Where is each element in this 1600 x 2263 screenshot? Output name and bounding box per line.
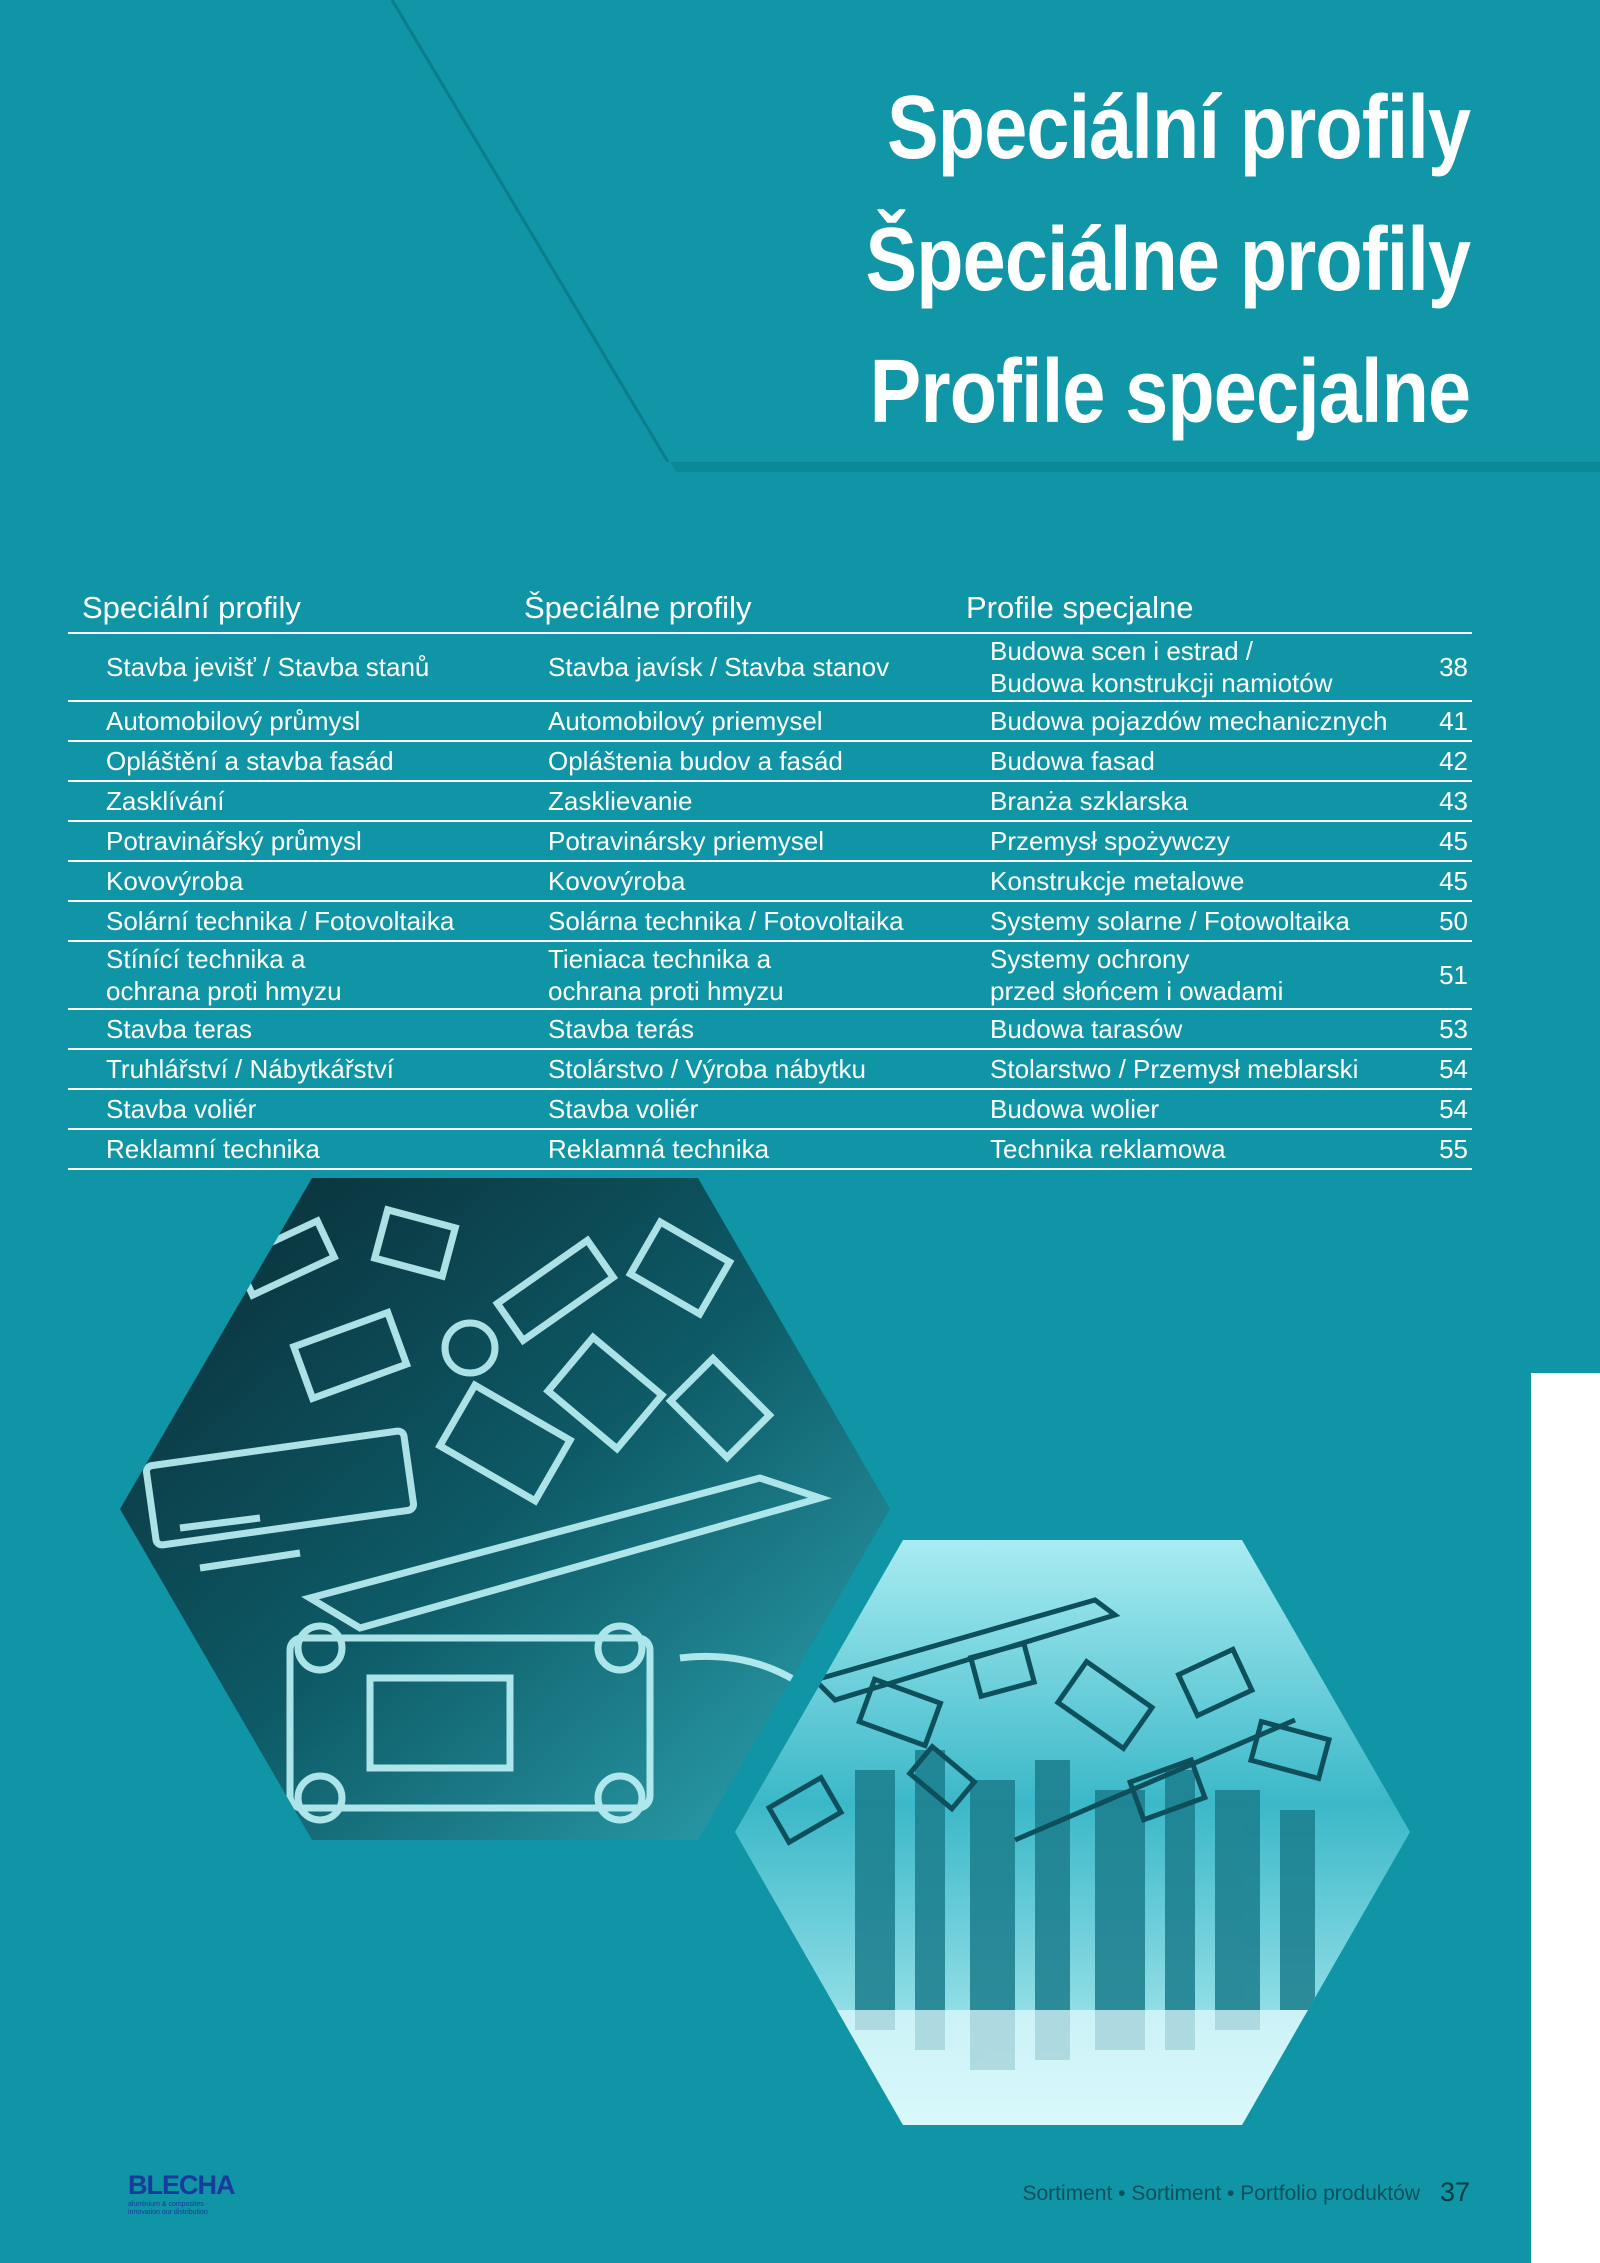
cell-page: 54 — [1394, 1089, 1472, 1129]
page-titles — [767, 62, 1470, 458]
cell-polish: Budowa fasad — [952, 741, 1394, 781]
table-row — [68, 821, 1472, 861]
cell-czech: Truhlářství / Nábytkářství — [68, 1049, 510, 1089]
title-polish: Profile specjalne — [869, 342, 1470, 442]
cell-polish: Budowa wolier — [952, 1089, 1394, 1129]
table-row — [68, 1129, 1472, 1169]
cell-czech: Opláštění a stavba fasád — [68, 741, 510, 781]
cell-polish: Stolarstwo / Przemysł meblarski — [952, 1049, 1394, 1089]
page-edge-strip — [1531, 1373, 1600, 2263]
cell-page: 42 — [1394, 741, 1472, 781]
cell-czech: Kovovýroba — [68, 861, 510, 901]
cell-czech: Zasklívání — [68, 781, 510, 821]
cell-czech: Reklamní technika — [68, 1129, 510, 1169]
cell-czech: Stavba jevišť / Stavba stanů — [68, 633, 510, 701]
table-row — [68, 701, 1472, 741]
table-row — [68, 1089, 1472, 1129]
cell-page: 51 — [1394, 941, 1472, 1009]
cell-slovak: Zasklievanie — [510, 781, 952, 821]
table-row — [68, 1009, 1472, 1049]
cell-polish: Systemy solarne / Fotowoltaika — [952, 901, 1394, 941]
cell-slovak: Reklamná technika — [510, 1129, 952, 1169]
table-row — [68, 781, 1472, 821]
table-header-row — [68, 582, 1472, 633]
cell-page: 55 — [1394, 1129, 1472, 1169]
footer-section-label: Sortiment • Sortiment • Portfolio produktów — [1022, 2182, 1420, 2205]
cell-slovak: Stavba javísk / Stavba stanov — [510, 633, 952, 701]
cell-polish: Przemysł spożywczy — [952, 821, 1394, 861]
logo-tagline: aluminium & composites · innovation our distribution — [128, 2201, 209, 2216]
column-header-polish: Profile specjalne — [952, 582, 1394, 633]
table-row — [68, 633, 1472, 701]
cell-slovak: Tieniaca technika a ochrana proti hmyzu — [510, 941, 952, 1009]
page-number: 37 — [1440, 2177, 1471, 2207]
column-header-slovak: Špeciálne profily — [510, 582, 952, 633]
logo-wordmark: BLECHA — [128, 2170, 235, 2200]
cell-czech: Stínící technika a ochrana proti hmyzu — [68, 941, 510, 1009]
title-slovak: Špeciálne profily — [865, 210, 1470, 310]
title-czech: Speciální profily — [886, 78, 1470, 178]
cell-czech: Stavba teras — [68, 1009, 510, 1049]
cell-page: 53 — [1394, 1009, 1472, 1049]
cell-polish: Technika reklamowa — [952, 1129, 1394, 1169]
table-row — [68, 1049, 1472, 1089]
table-row — [68, 741, 1472, 781]
sortiment-table — [68, 582, 1472, 1170]
cell-page: 54 — [1394, 1049, 1472, 1089]
cell-slovak: Stolárstvo / Výroba nábytku — [510, 1049, 952, 1089]
column-header-page — [1394, 582, 1472, 633]
cell-page: 45 — [1394, 861, 1472, 901]
cell-slovak: Potravinársky priemysel — [510, 821, 952, 861]
cell-polish: Konstrukcje metalowe — [952, 861, 1394, 901]
cell-czech: Stavba voliér — [68, 1089, 510, 1129]
table-row — [68, 941, 1472, 1009]
cell-page: 50 — [1394, 901, 1472, 941]
cell-slovak: Solárna technika / Fotovoltaika — [510, 901, 952, 941]
cell-slovak: Automobilový priemysel — [510, 701, 952, 741]
cell-page: 45 — [1394, 821, 1472, 861]
cell-czech: Potravinářský průmysl — [68, 821, 510, 861]
cell-slovak: Stavba voliér — [510, 1089, 952, 1129]
cell-polish: Budowa tarasów — [952, 1009, 1394, 1049]
blecha-logo — [128, 2170, 238, 2217]
table-row — [68, 901, 1472, 941]
cell-page: 38 — [1394, 633, 1472, 701]
profiles-bundle-photo — [735, 1540, 1410, 2125]
cell-czech: Solární technika / Fotovoltaika — [68, 901, 510, 941]
table-row — [68, 861, 1472, 901]
cell-slovak: Opláštenia budov a fasád — [510, 741, 952, 781]
cell-czech: Automobilový průmysl — [68, 701, 510, 741]
cell-page: 41 — [1394, 701, 1472, 741]
cell-slovak: Stavba terás — [510, 1009, 952, 1049]
cell-polish: Systemy ochrony przed słońcem i owadami — [952, 941, 1394, 1009]
cell-polish: Budowa pojazdów mechanicznych — [952, 701, 1394, 741]
column-header-czech: Speciální profily — [68, 582, 510, 633]
cell-page: 43 — [1394, 781, 1472, 821]
cell-polish: Budowa scen i estrad / Budowa konstrukcji namiotów — [952, 633, 1394, 701]
cell-polish: Branża szklarska — [952, 781, 1394, 821]
cell-slovak: Kovovýroba — [510, 861, 952, 901]
